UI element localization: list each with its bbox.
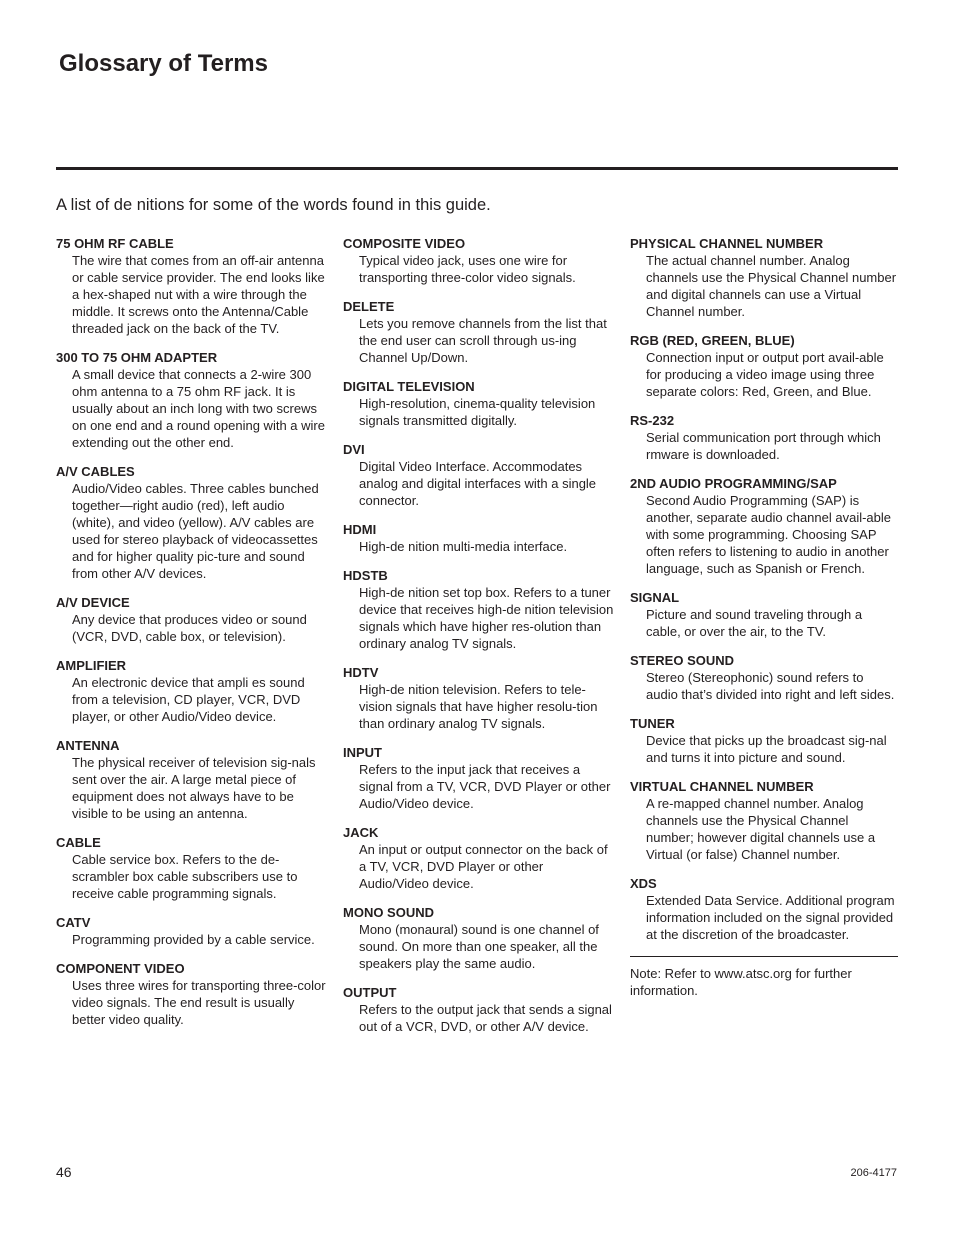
glossary-definition: Stereo (Stereophonic) sound refers to audio that’s divided into right and left sides. — [646, 670, 895, 702]
glossary-entry — [56, 835, 328, 902]
glossary-term: RGB (RED, GREEN, BLUE) — [630, 333, 795, 348]
glossary-definition: High-de nition television. Refers to tele-vision signals that have higher resolu-tion than ordinary analog TV signals. — [359, 682, 598, 731]
glossary-entry — [343, 905, 615, 972]
glossary-definition: High-resolution, cinema-quality television signals transmitted digitally. — [359, 396, 596, 428]
page-title: Glossary of Terms — [59, 50, 268, 77]
document-code: 206-4177 — [850, 1167, 897, 1179]
title-rule — [56, 167, 898, 170]
glossary-definition: Device that picks up the broadcast sig-nal and turns it into picture and sound. — [646, 733, 887, 765]
glossary-term: OUTPUT — [343, 985, 397, 1000]
glossary-entry — [343, 985, 615, 1035]
glossary-term: ANTENNA — [56, 738, 120, 753]
glossary-term: COMPOSITE VIDEO — [343, 236, 466, 251]
glossary-entry — [343, 379, 615, 429]
glossary-entry — [630, 716, 898, 766]
glossary-term: MONO SOUND — [343, 905, 434, 920]
glossary-entry — [343, 299, 615, 366]
glossary-definition: Programming provided by a cable service. — [72, 932, 315, 947]
glossary-term: DELETE — [343, 299, 395, 314]
glossary-entry — [630, 236, 898, 320]
glossary-term: CATV — [56, 915, 91, 930]
glossary-entry — [630, 476, 898, 577]
glossary-term: TUNER — [630, 716, 675, 731]
glossary-column-1 — [56, 236, 328, 1041]
glossary-entry — [343, 825, 615, 892]
glossary-definition: Serial communication port through which rmware is downloaded. — [646, 430, 881, 462]
glossary-column-3 — [630, 236, 898, 999]
glossary-term: HDTV — [343, 665, 379, 680]
glossary-definition: Second Audio Programming (SAP) is another, separate audio channel avail-able with some programming. Choosing SAP often refers to listening to audio in another language, such as Spanish or French. — [646, 493, 892, 576]
glossary-entry — [630, 333, 898, 400]
glossary-entry — [343, 665, 615, 732]
glossary-definition: Refers to the output jack that sends a signal out of a VCR, DVD, or other A/V device. — [359, 1002, 612, 1034]
note-divider — [630, 956, 898, 957]
glossary-entry — [630, 779, 898, 863]
glossary-definition: A re-mapped channel number. Analog channels use the Physical Channel number; however digital channels use a Virtual (or false) Channel number. — [646, 796, 876, 862]
glossary-term: DIGITAL TELEVISION — [343, 379, 475, 394]
glossary-entry — [56, 464, 328, 582]
glossary-definition: Audio/Video cables. Three cables bunched together—right audio (red), left audio (white), and video (yellow). A/V cables are used for stereo playback of videocassettes and for higher quality pic-ture and sound from other A/V devices. — [72, 481, 319, 581]
glossary-entry — [56, 961, 328, 1028]
glossary-definition: Cable service box. Refers to the de-scrambler box cable subscribers use to receive cable programming signals. — [72, 852, 298, 901]
glossary-definition: Extended Data Service. Additional program information included on the signal provided at the discretion of the broadcaster. — [646, 893, 895, 942]
glossary-entry — [343, 522, 615, 555]
page-number: 46 — [56, 1164, 72, 1180]
glossary-definition: Uses three wires for transporting three-color video signals. The end result is usually better video quality. — [72, 978, 326, 1027]
glossary-term: A/V CABLES — [56, 464, 135, 479]
glossary-entry — [343, 236, 615, 286]
glossary-term: A/V DEVICE — [56, 595, 130, 610]
glossary-entry — [343, 442, 615, 509]
glossary-definition: A small device that connects a 2-wire 300 ohm antenna to a 75 ohm RF jack. It is usually about an inch long with two screws on one end and a round opening with a wire extending out the other end. — [72, 367, 325, 450]
glossary-entry — [56, 595, 328, 645]
glossary-entry — [56, 738, 328, 822]
glossary-entry — [343, 568, 615, 652]
glossary-term: SIGNAL — [630, 590, 680, 605]
glossary-term: 300 TO 75 OHM ADAPTER — [56, 350, 218, 365]
glossary-term: PHYSICAL CHANNEL NUMBER — [630, 236, 824, 251]
glossary-term: HDMI — [343, 522, 377, 537]
glossary-term: VIRTUAL CHANNEL NUMBER — [630, 779, 814, 794]
intro-text: A list of de nitions for some of the words found in this guide. — [56, 196, 491, 214]
glossary-definition: Typical video jack, uses one wire for transporting three-color video signals. — [359, 253, 576, 285]
glossary-definition: High-de nition multi-media interface. — [359, 539, 568, 554]
glossary-term: 75 OHM RF CABLE — [56, 236, 174, 251]
glossary-entry — [56, 915, 328, 948]
glossary-term: INPUT — [343, 745, 382, 760]
glossary-definition: Any device that produces video or sound (VCR, DVD, cable box, or television). — [72, 612, 307, 644]
glossary-entry — [56, 236, 328, 337]
glossary-definition: An electronic device that ampli es sound from a television, CD player, VCR, DVD player, or other Audio/Video device. — [72, 675, 305, 724]
glossary-definition: High-de nition set top box. Refers to a tuner device that receives high-de nition television signals which have higher res-olution than ordinary analog TV signals. — [359, 585, 614, 651]
glossary-definition: Refers to the input jack that receives a signal from a TV, VCR, DVD Player or other Audio/Video device. — [359, 762, 611, 811]
glossary-term: STEREO SOUND — [630, 653, 735, 668]
glossary-term: JACK — [343, 825, 379, 840]
glossary-entry — [56, 658, 328, 725]
glossary-entry — [343, 745, 615, 812]
glossary-entry — [630, 876, 898, 943]
glossary-definition: Lets you remove channels from the list that the end user can scroll through us-ing Channel Up/Down. — [359, 316, 607, 365]
glossary-definition: The actual channel number. Analog channels use the Physical Channel number and digital channels can use a Virtual Channel number. — [646, 253, 897, 319]
footnote: Note: Refer to www.atsc.org for further information. — [630, 966, 852, 998]
glossary-definition: An input or output connector on the back of a TV, VCR, DVD Player or other Audio/Video device. — [359, 842, 608, 891]
glossary-definition: Connection input or output port avail-able for producing a video image using three separate colors: Red, Green, and Blue. — [646, 350, 884, 399]
glossary-term: XDS — [630, 876, 657, 891]
glossary-definition: Mono (monaural) sound is one channel of sound. On more than one speaker, all the speakers play the same audio. — [359, 922, 599, 971]
glossary-term: AMPLIFIER — [56, 658, 127, 673]
glossary-definition: Picture and sound traveling through a cable, or over the air, to the TV. — [646, 607, 863, 639]
glossary-term: 2ND AUDIO PROGRAMMING/SAP — [630, 476, 837, 491]
glossary-definition: The physical receiver of television sig-nals sent over the air. A large metal piece of equipment does not always have to be visible to be using an antenna. — [72, 755, 316, 821]
glossary-column-2 — [343, 236, 615, 1048]
glossary-entry — [630, 590, 898, 640]
glossary-term: HDSTB — [343, 568, 388, 583]
glossary-term: DVI — [343, 442, 365, 457]
glossary-term: RS-232 — [630, 413, 675, 428]
glossary-term: CABLE — [56, 835, 101, 850]
glossary-column-3-entries — [630, 236, 898, 943]
glossary-entry — [630, 413, 898, 463]
glossary-term: COMPONENT VIDEO — [56, 961, 185, 976]
glossary-definition: Digital Video Interface. Accommodates analog and digital interfaces with a single connector. — [359, 459, 597, 508]
glossary-definition: The wire that comes from an off-air antenna or cable service provider. The end looks like a hex-shaped nut with a wire through the middle. It screws onto the Antenna/Cable threaded jack on the back of the TV. — [72, 253, 325, 336]
glossary-entry — [56, 350, 328, 451]
glossary-entry — [630, 653, 898, 703]
